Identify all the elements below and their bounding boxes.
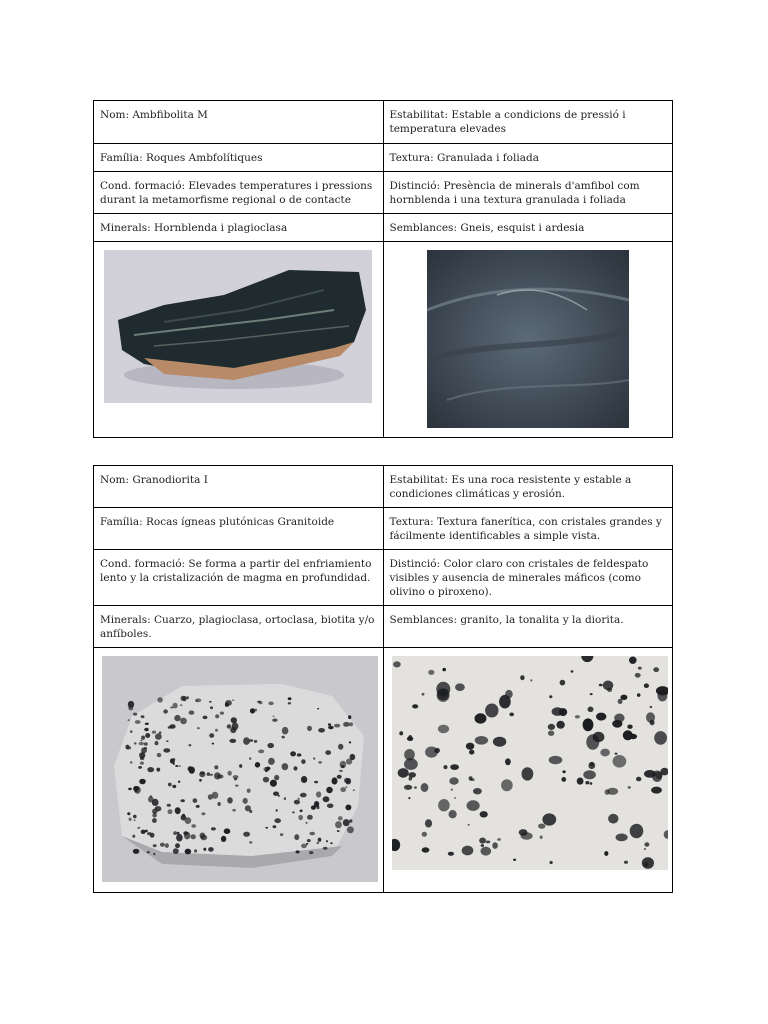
rock-sample-photo [102,656,378,882]
rock-texture-closeup-photo [427,250,629,428]
field-distincio: Distinció: Color claro con cristales de feldespato visibles y ausencia de minerales máficos (como olivino o piroxeno). [383,550,673,606]
field-semblances: Semblances: Gneis, esquist i ardesia [383,214,673,242]
rock-card-granodiorita [93,465,673,893]
field-nom: Nom: Granodiorita I [94,466,384,508]
field-estabilitat: Estabilitat: Es una roca resistente y estable a condiciones climáticas y erosión. [383,466,673,508]
field-distincio: Distinció: Presència de minerals d'amfibol com hornblenda i una textura granulada i foliada [383,172,673,214]
rock-sample-photo [104,250,372,403]
field-minerals: Minerals: Hornblenda i plagioclasa [94,214,384,242]
field-familia: Família: Rocas ígneas plutónicas Granitoide [94,508,384,550]
photo-cell-right [383,242,673,438]
photo-cell-right [383,648,673,893]
field-formacio: Cond. formació: Elevades temperatures i pressions durant la metamorfisme regional o de contacte [94,172,384,214]
photo-cell-left [94,648,384,893]
field-familia: Família: Roques Ambfolítiques [94,144,384,172]
rock-card-amfibolita [93,100,673,438]
field-textura: Textura: Textura fanerítica, con cristales grandes y fácilmente identificables a simple vista. [383,508,673,550]
field-formacio: Cond. formació: Se forma a partir del enfriamiento lento y la cristalización de magma en profundidad. [94,550,384,606]
field-textura: Textura: Granulada i foliada [383,144,673,172]
field-nom: Nom: Ambfibolita M [94,101,384,144]
photo-cell-left [94,242,384,438]
rock-texture-closeup-photo [392,656,668,870]
field-semblances: Semblances: granito, la tonalita y la diorita. [383,606,673,648]
field-minerals: Minerals: Cuarzo, plagioclasa, ortoclasa, biotita y/o anfíboles. [94,606,384,648]
field-estabilitat: Estabilitat: Estable a condicions de pressió i temperatura elevades [383,101,673,144]
